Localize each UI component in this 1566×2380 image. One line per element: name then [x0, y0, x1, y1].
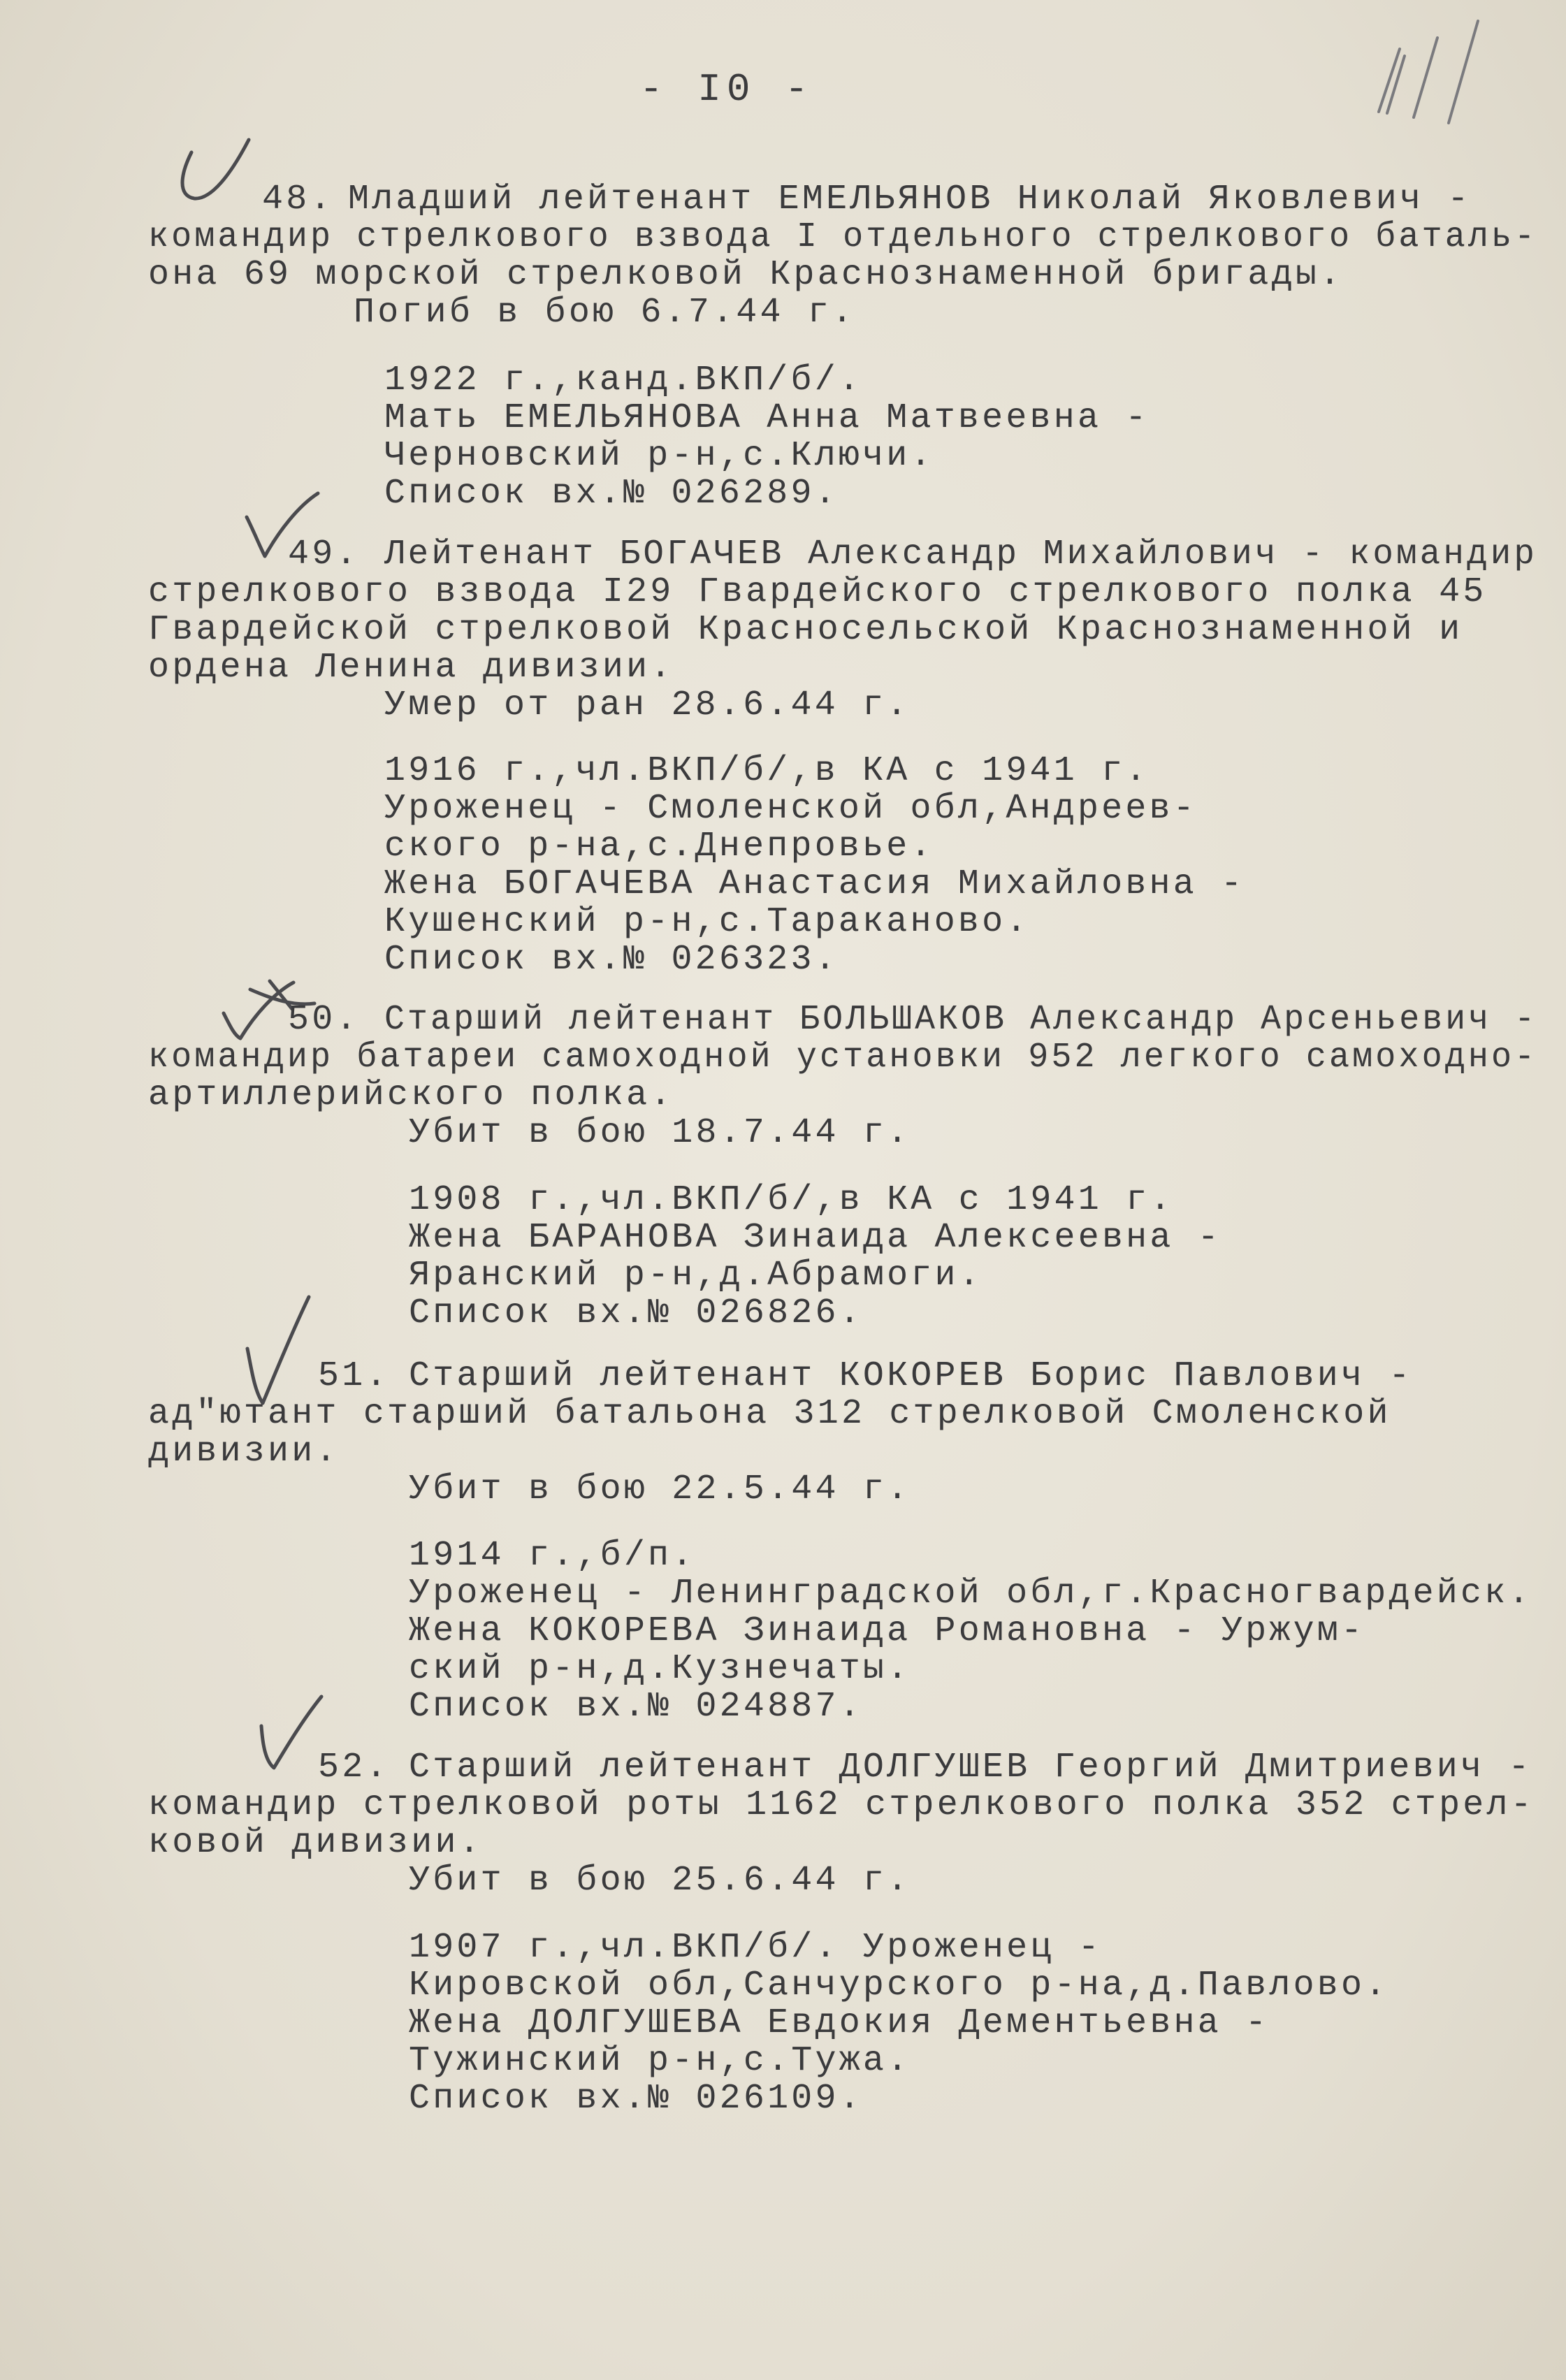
- entry-52-detail-1: 1907 г.,чл.ВКП/б/. Уроженец -: [409, 1928, 1102, 1968]
- entry-52-detail-4: Тужинский р-н,с.Тужа.: [409, 2041, 911, 2081]
- entry-52-fate: Убит в бою 25.6.44 г.: [409, 1861, 911, 1901]
- entry-52-detail-3: Жена ДОЛГУШЕВА Евдокия Дементьевна -: [409, 2003, 1270, 2043]
- entry-48-fate: Погиб в бою 6.7.44 г.: [354, 293, 856, 333]
- entry-48-detail-4: Список вх.№ 026289.: [384, 474, 839, 514]
- entry-52-number: 52.: [318, 1748, 390, 1787]
- entry-49-line-3: Гвардейской стрелковой Красносельской Краснознаменной и: [148, 610, 1463, 650]
- entry-50-line-2: командир батареи самоходной установки 952 легкого самоходно-: [148, 1038, 1538, 1077]
- entry-48-number: 48.: [262, 180, 334, 219]
- entry-52-line-1: Старший лейтенант ДОЛГУШЕВ Георгий Дмитриевич -: [409, 1748, 1532, 1787]
- entry-48-detail-3: Черновский р-н,с.Ключи.: [384, 436, 934, 476]
- entry-51-detail-4: ский р-н,д.Кузнечаты.: [409, 1649, 911, 1689]
- folio-hatch-mark: [1345, 7, 1513, 140]
- entry-50-detail-4: Список вх.№ 026826.: [409, 1293, 863, 1333]
- entry-50-detail-1: 1908 г.,чл.ВКП/б/,в КА с 1941 г.: [409, 1180, 1174, 1220]
- page-number: - I0 -: [639, 67, 814, 112]
- entry-50-detail-2: Жена БАРАНОВА Зинаида Алексеевна -: [409, 1218, 1221, 1258]
- entry-50-fate: Убит в бою 18.7.44 г.: [409, 1113, 911, 1153]
- entry-52-line-2: командир стрелковой роты 1162 стрелкового полка 352 стрел-: [148, 1785, 1535, 1825]
- entry-50-detail-3: Яранский р-н,д.Абрамоги.: [409, 1256, 983, 1296]
- entry-49-detail-4: Жена БОГАЧЕВА Анастасия Михайловна -: [384, 864, 1245, 904]
- entry-49-line-4: ордена Ленина дивизии.: [148, 648, 674, 688]
- entry-49-detail-1: 1916 г.,чл.ВКП/б/,в КА с 1941 г.: [384, 751, 1150, 791]
- entry-52-line-3: ковой дивизии.: [148, 1823, 483, 1863]
- entry-51-number: 51.: [318, 1356, 390, 1396]
- entry-51-line-3: дивизии.: [148, 1432, 340, 1472]
- entry-49-detail-2: Уроженец - Смоленской обл,Андреев-: [384, 789, 1197, 829]
- entry-49-detail-5: Кушенский р-н,с.Тараканово.: [384, 902, 1030, 942]
- entry-48-detail-2: Мать ЕМЕЛЬЯНОВА Анна Матвеевна -: [384, 398, 1150, 438]
- entry-52-detail-5: Список вх.№ 026109.: [409, 2079, 863, 2119]
- entry-48-line-3: она 69 морской стрелковой Краснознаменной бригады.: [148, 255, 1344, 295]
- entry-48-line-1: Младший лейтенант ЕМЕЛЬЯНОВ Николай Яковлевич -: [348, 180, 1472, 219]
- entry-49-detail-3: ского р-на,с.Днепровье.: [384, 827, 934, 866]
- entry-50-number: 50.: [288, 1000, 360, 1040]
- entry-50-line-1: Старший лейтенант БОЛЬШАКОВ Александр Арсеньевич -: [384, 1000, 1538, 1040]
- entry-48-line-2: командир стрелкового взвода I отдельного стрелкового баталь-: [148, 217, 1538, 257]
- entry-50-line-3: артиллерийского полка.: [148, 1075, 674, 1115]
- entry-49-number: 49.: [288, 535, 360, 574]
- entry-52-detail-2: Кировской обл,Санчурского р-на,д.Павлово.: [409, 1966, 1389, 2005]
- entry-49-line-1: Лейтенант БОГАЧЕВ Александр Михайлович - командир: [384, 535, 1538, 574]
- entry-51-detail-2: Уроженец - Ленинградской обл,г.Красногвардейск.: [409, 1574, 1532, 1613]
- entry-51-detail-3: Жена КОКОРЕВА Зинаида Романовна - Уржум-: [409, 1611, 1365, 1651]
- entry-51-line-2: ад"ютант старший батальона 312 стрелковой Смоленской: [148, 1394, 1391, 1434]
- entry-49-fate: Умер от ран 28.6.44 г.: [384, 685, 911, 725]
- entry-51-line-1: Старший лейтенант КОКОРЕВ Борис Павлович -: [409, 1356, 1413, 1396]
- entry-51-detail-1: 1914 г.,б/п.: [409, 1536, 696, 1576]
- entry-51-fate: Убит в бою 22.5.44 г.: [409, 1470, 911, 1509]
- entry-49-line-2: стрелкового взвода I29 Гвардейского стрелкового полка 45: [148, 572, 1487, 612]
- entry-51-detail-5: Список вх.№ 024887.: [409, 1687, 863, 1727]
- checkmark-icon: [168, 133, 259, 210]
- entry-49-detail-6: Список вх.№ 026323.: [384, 940, 839, 980]
- entry-48-detail-1: 1922 г.,канд.ВКП/б/.: [384, 361, 863, 400]
